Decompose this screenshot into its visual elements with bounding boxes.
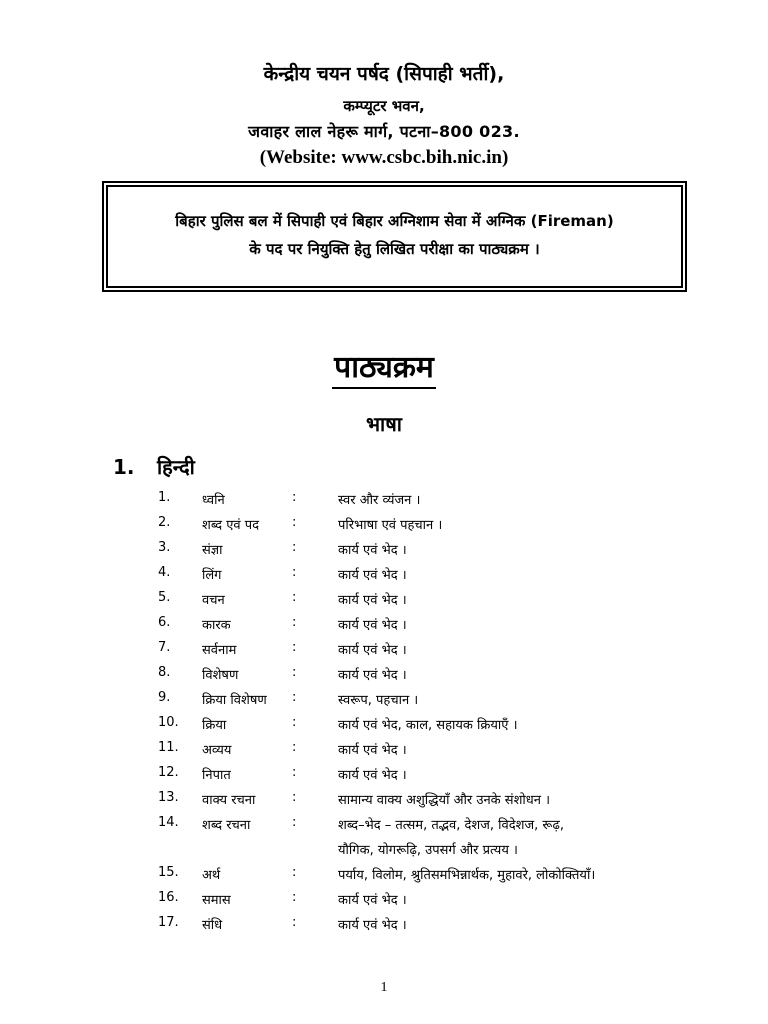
address: जवाहर लाल नेहरू मार्ग, पटना–800 023.: [248, 122, 520, 141]
item-description: शब्द–भेद – तत्सम, तद्भव, देशज, विदेशज, रूढ़,: [338, 818, 564, 833]
item-separator: :: [292, 665, 297, 680]
section-heading: [113, 453, 195, 480]
page-title: [0, 345, 768, 386]
list-item: [0, 765, 768, 789]
list-item: [0, 915, 768, 939]
item-description: कार्य एवं भेद ।: [338, 643, 407, 658]
item-description: स्वर और व्यंजन ।: [338, 493, 421, 508]
item-separator: :: [292, 615, 297, 630]
list-item: [0, 890, 768, 914]
item-term: लिंग: [202, 568, 222, 583]
list-item: [0, 515, 768, 539]
notice-line-2: के पद पर नियुक्ति हेतु लिखित परीक्षा का पाठ्यक्रम ।: [249, 240, 540, 258]
item-description: स्वरूप, पहचान ।: [338, 693, 419, 708]
item-number: 9.: [158, 690, 171, 705]
item-description: कार्य एवं भेद ।: [338, 668, 407, 683]
item-number: 16.: [158, 890, 179, 905]
list-item: [0, 740, 768, 764]
item-separator: :: [292, 890, 297, 905]
item-separator: :: [292, 815, 297, 830]
item-description: कार्य एवं भेद ।: [338, 768, 407, 783]
list-item: [0, 865, 768, 889]
list-item: [0, 815, 768, 839]
item-number: 15.: [158, 865, 179, 880]
item-number: 6.: [158, 615, 171, 630]
list-item: [0, 640, 768, 664]
item-term: अव्यय: [202, 743, 232, 758]
item-separator: :: [292, 915, 297, 930]
item-separator: :: [292, 790, 297, 805]
item-term: क्रिया विशेषण: [202, 693, 267, 708]
page-subtitle: भाषा: [366, 412, 402, 436]
building-name: कम्प्यूटर भवन,: [343, 97, 425, 115]
item-number: 3.: [158, 540, 171, 555]
item-description: कार्य एवं भेद ।: [338, 543, 407, 558]
website-line: (Website: www.csbc.bih.nic.in): [259, 147, 509, 168]
item-description: यौगिक, योगरूढ़ि, उपसर्ग और प्रत्यय ।: [338, 843, 518, 858]
item-description: कार्य एवं भेद ।: [338, 893, 407, 908]
item-separator: :: [292, 590, 297, 605]
item-separator: :: [292, 515, 297, 530]
item-separator: :: [292, 565, 297, 580]
item-term: निपात: [202, 768, 231, 783]
item-description: कार्य एवं भेद ।: [338, 918, 407, 933]
item-description: कार्य एवं भेद, काल, सहायक क्रियाएँ ।: [338, 718, 518, 733]
item-term: शब्द एवं पद: [202, 518, 260, 533]
board-name: केन्द्रीय चयन पर्षद (सिपाही भर्ती),: [263, 63, 505, 85]
section-name: हिन्दी: [157, 455, 195, 479]
item-number: 7.: [158, 640, 171, 655]
item-description: कार्य एवं भेद ।: [338, 618, 407, 633]
item-term: शब्द रचना: [202, 818, 251, 833]
item-number: 1.: [158, 490, 171, 505]
item-description: सामान्य वाक्य अशुद्धियाँ और उनके संशोधन ।: [338, 793, 551, 808]
item-term: संज्ञा: [202, 543, 223, 558]
item-description: कार्य एवं भेद ।: [338, 568, 407, 583]
item-term: विशेषण: [202, 668, 239, 683]
item-number: 14.: [158, 815, 179, 830]
item-description: परिभाषा एवं पहचान ।: [338, 518, 443, 533]
page-title-text: पाठ्यक्रम: [332, 350, 436, 389]
item-term: क्रिया: [202, 718, 227, 733]
list-item: [0, 565, 768, 589]
page-number: 1: [380, 980, 388, 995]
item-separator: :: [292, 640, 297, 655]
item-number: 8.: [158, 665, 171, 680]
item-description: पर्याय, विलोम, श्रुतिसमभिन्नार्थक, मुहावरे, लोकोक्तियाँ।: [338, 868, 596, 883]
notice-box: [102, 181, 687, 292]
item-term: समास: [202, 893, 231, 908]
item-separator: :: [292, 690, 297, 705]
item-description: कार्य एवं भेद ।: [338, 743, 407, 758]
item-term: वचन: [202, 593, 225, 608]
list-item: [0, 540, 768, 564]
list-item: [0, 840, 768, 864]
item-separator: :: [292, 715, 297, 730]
list-item: [0, 690, 768, 714]
item-separator: :: [292, 740, 297, 755]
item-term: सर्वनाम: [202, 643, 237, 658]
item-separator: :: [292, 765, 297, 780]
section-number: 1.: [113, 455, 135, 479]
list-item: [0, 490, 768, 514]
item-number: 5.: [158, 590, 171, 605]
notice-line-1: बिहार पुलिस बल में सिपाही एवं बिहार अग्निशाम सेवा में अग्निक (Fireman): [175, 212, 614, 230]
item-term: अर्थ: [202, 868, 221, 883]
item-number: 13.: [158, 790, 179, 805]
item-term: ध्वनि: [202, 493, 225, 508]
list-item: [0, 590, 768, 614]
list-item: [0, 615, 768, 639]
item-description: कार्य एवं भेद ।: [338, 593, 407, 608]
item-number: 17.: [158, 915, 179, 930]
item-term: संधि: [202, 918, 223, 933]
item-number: 2.: [158, 515, 171, 530]
item-number: 4.: [158, 565, 171, 580]
item-number: 11.: [158, 740, 179, 755]
item-term: कारक: [202, 618, 231, 633]
list-item: [0, 715, 768, 739]
item-number: 10.: [158, 715, 179, 730]
item-separator: :: [292, 540, 297, 555]
list-item: [0, 665, 768, 689]
item-separator: :: [292, 490, 297, 505]
list-item: [0, 790, 768, 814]
item-term: वाक्य रचना: [202, 793, 256, 808]
item-separator: :: [292, 865, 297, 880]
item-number: 12.: [158, 765, 179, 780]
